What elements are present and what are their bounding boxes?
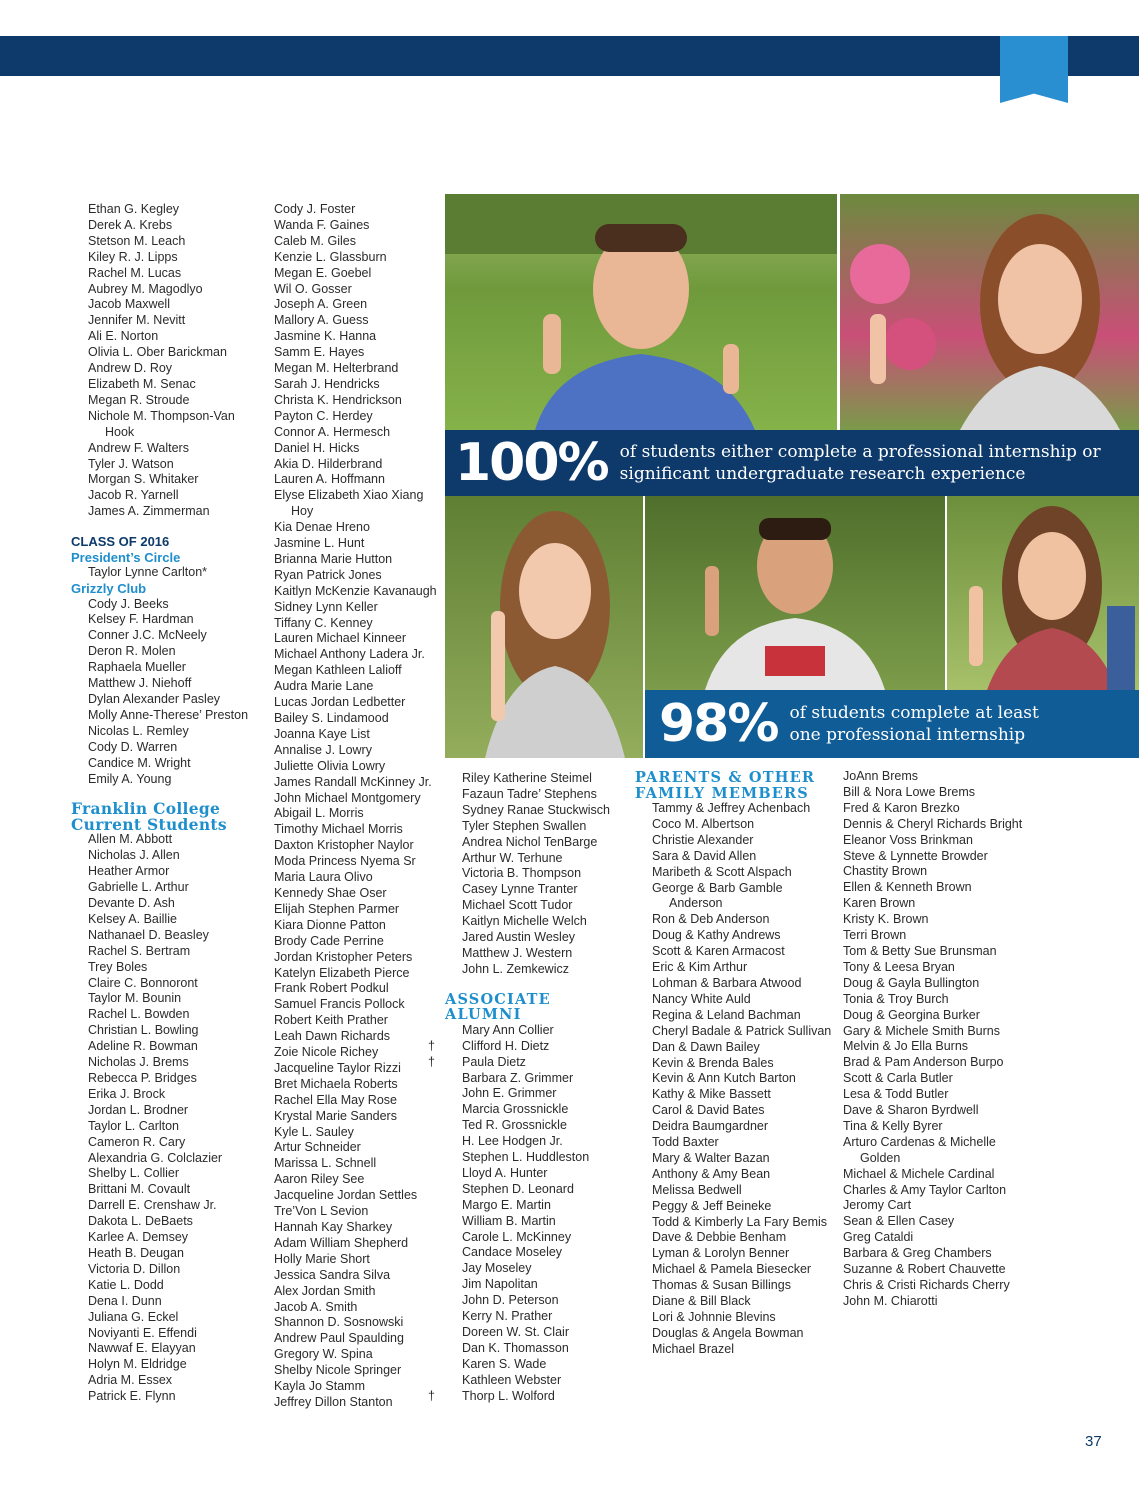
- name-entry: Jordan L. Brodner: [88, 1102, 189, 1117]
- name-entry: Jasmine L. Hunt: [274, 536, 365, 551]
- name-entry: Shelby Nicole Springer: [274, 1363, 402, 1378]
- name-entry: Andrew Paul Spaulding: [274, 1331, 404, 1346]
- photo-student-4: [645, 496, 945, 690]
- name-entry: Kathy & Mike Bassett: [652, 1087, 771, 1102]
- name-entry: Taylor M. Bounin: [88, 991, 182, 1006]
- name-entry: JoAnn Brems: [843, 769, 919, 783]
- name-entry: Carole L. McKinney: [462, 1229, 572, 1244]
- name-entry: Ethan G. Kegley: [88, 202, 180, 216]
- photo-student-2-art: [840, 194, 1139, 430]
- class-heading: CLASS OF 2016: [71, 534, 170, 550]
- name-entry: Tonia & Troy Burch: [843, 991, 949, 1006]
- names-column-2: [274, 202, 439, 1411]
- name-entry: Andrew D. Roy: [88, 361, 173, 376]
- name-entry: Fred & Karon Brezko: [843, 800, 960, 815]
- name-entry: Nichole M. Thompson-Van Hook: [88, 408, 235, 439]
- name-entry: Kelsey A. Baillie: [88, 911, 177, 926]
- name-entry: Elyse Elizabeth Xiao Xiang Hoy: [274, 488, 424, 519]
- spacer: [462, 978, 632, 992]
- name-entry: Alexandria G. Colclazier: [88, 1150, 223, 1165]
- name-entry: Derek A. Krebs: [88, 217, 173, 232]
- name-entry: Michael Brazel: [652, 1341, 734, 1356]
- name-entry: Jared Austin Wesley: [462, 930, 576, 945]
- name-entry: Jeffrey Dillon Stanton: [274, 1394, 393, 1409]
- name-entry: Kathleen Webster: [462, 1372, 562, 1387]
- names-column-4: [635, 769, 837, 1358]
- name-entry: Jacob A. Smith: [274, 1299, 358, 1314]
- name-entry: Allen M. Abbott: [88, 832, 173, 847]
- name-entry: Olivia L. Ober Barickman: [88, 345, 227, 360]
- name-entry: Daxton Kristopher Naylor: [274, 838, 414, 853]
- name-entry: Michael & Pamela Biesecker: [652, 1262, 812, 1277]
- photo-student-3: [445, 496, 643, 758]
- name-entry: Jay Moseley: [462, 1261, 532, 1276]
- name-entry: Moda Princess Nyema Sr: [274, 854, 416, 869]
- name-entry: Nathanael D. Beasley: [88, 927, 209, 942]
- name-entry: Kelsey F. Hardman: [88, 612, 194, 627]
- name-entry: Rachel M. Lucas: [88, 265, 182, 280]
- name-entry: Juliana G. Eckel: [88, 1309, 179, 1324]
- name-entry: Deidra Baumgardner: [652, 1119, 769, 1134]
- photo-student-4-art: [645, 496, 945, 690]
- name-entry: Tyler Stephen Swallen: [462, 818, 587, 833]
- name-entry: Doug & Gayla Bullington: [843, 975, 980, 990]
- name-entry-deceased: † Paula Dietz: [462, 1055, 632, 1071]
- name-entry: Candice M. Wright: [88, 755, 191, 770]
- name-entry: Charles & Amy Taylor Carlton: [843, 1182, 1007, 1197]
- name-entry: Nicolas L. Remley: [88, 723, 189, 738]
- name-entry: Megan R. Stroude: [88, 392, 190, 407]
- name-entry: Dan & Dawn Bailey: [652, 1039, 760, 1054]
- name-entry: Michael & Michele Cardinal: [843, 1166, 995, 1181]
- name-entry: Shelby L. Collier: [88, 1166, 180, 1181]
- name-entry: Dan K. Thomasson: [462, 1340, 569, 1355]
- name-entry: Taylor L. Carlton: [88, 1118, 180, 1133]
- name-entry: Jeromy Cart: [843, 1198, 912, 1213]
- name-entry: Eric & Kim Arthur: [652, 960, 748, 975]
- name-entry: Abigail L. Morris: [274, 806, 364, 821]
- name-entry: Casey Lynne Tranter: [462, 882, 578, 897]
- name-entry: John L. Zemkewicz: [462, 961, 569, 976]
- name-entry: Barbara Z. Grimmer: [462, 1070, 574, 1085]
- name-entry: Dakota L. DeBaets: [88, 1214, 193, 1229]
- photo-student-5-art: [947, 496, 1139, 690]
- name-entry: Wanda F. Gaines: [274, 217, 370, 232]
- name-entry: Jordan Kristopher Peters: [274, 949, 413, 964]
- name-entry: Nawwaf E. Elayyan: [88, 1341, 196, 1356]
- name-entry: Caleb M. Giles: [274, 233, 356, 248]
- name-entry: Karen Brown: [843, 896, 916, 911]
- name-entry: Connor A. Hermesch: [274, 424, 391, 439]
- name-entry: Maribeth & Scott Alspach: [652, 864, 792, 879]
- name-entry: Diane & Bill Black: [652, 1294, 751, 1309]
- section-heading: Franklin College Current Students: [71, 799, 227, 834]
- name-entry: Christian L. Bowling: [88, 1023, 199, 1038]
- name-entry: Bret Michaela Roberts: [274, 1076, 398, 1091]
- name-entry: Tyler J. Watson: [88, 456, 174, 471]
- name-entry: Chris & Cristi Richards Cherry: [843, 1278, 1010, 1292]
- photo-student-1-art: [445, 194, 837, 430]
- name-entry: Arturo Cardenas & Michelle Golden: [843, 1134, 996, 1165]
- name-entry: Ted R. Grossnickle: [462, 1118, 567, 1133]
- name-entry: Melissa Bedwell: [652, 1182, 742, 1197]
- name-entry: Cody J. Beeks: [88, 596, 169, 611]
- name-entry: Kaitlyn Michelle Welch: [462, 914, 587, 929]
- name-entry: Lyman & Lorolyn Benner: [652, 1246, 790, 1261]
- name-entry: Nancy White Auld: [652, 991, 751, 1006]
- name-entry: Margo E. Martin: [462, 1197, 551, 1212]
- name-entry: Noviyanti E. Effendi: [88, 1325, 197, 1340]
- name-entry: Payton C. Herdey: [274, 408, 373, 423]
- name-entry: Dennis & Cheryl Richards Bright: [843, 816, 1023, 831]
- name-entry: Andrew F. Walters: [88, 440, 189, 455]
- name-entry: Carol & David Bates: [652, 1103, 765, 1118]
- name-entry: Ron & Deb Anderson: [652, 912, 770, 927]
- name-entry: Tiffany C. Kenney: [274, 615, 373, 630]
- name-entry: Mallory A. Guess: [274, 313, 369, 328]
- name-entry: Douglas & Angela Bowman: [652, 1325, 804, 1340]
- subsection-heading: President’s Circle: [71, 549, 181, 565]
- name-entry: Joseph A. Green: [274, 297, 368, 312]
- name-entry: Christie Alexander: [652, 832, 754, 847]
- name-entry: Jennifer M. Nevitt: [88, 313, 186, 328]
- name-entry: Cameron R. Cary: [88, 1134, 186, 1149]
- name-entry: Jessica Sandra Silva: [274, 1267, 391, 1282]
- spacer: [88, 520, 263, 534]
- name-entry-deceased: † Clifford H. Dietz: [462, 1039, 632, 1055]
- name-entry: Karen S. Wade: [462, 1356, 547, 1371]
- name-entry: Kayla Jo Stamm: [274, 1379, 366, 1394]
- name-entry: Andrea Nichol TenBarge: [462, 834, 598, 849]
- name-entry: Samm E. Hayes: [274, 345, 365, 360]
- name-entry: Daniel H. Hicks: [274, 440, 360, 455]
- name-entry: Doug & Kathy Andrews: [652, 928, 781, 943]
- name-entry: Tre’Von L Sevion: [274, 1204, 369, 1219]
- name-entry: John E. Grimmer: [462, 1086, 557, 1101]
- name-entry: Sarah J. Hendricks: [274, 376, 380, 391]
- name-entry: Maria Laura Olivo: [274, 870, 373, 885]
- name-entry: Stephen D. Leonard: [462, 1181, 574, 1196]
- page-number: 37: [1085, 1433, 1102, 1450]
- section-heading: PARENTS & OTHER FAMILY MEMBERS: [635, 769, 816, 802]
- name-entry: Gary & Michele Smith Burns: [843, 1023, 1000, 1038]
- name-entry: Audra Marie Lane: [274, 679, 374, 694]
- name-entry: Sydney Ranae Stuckwisch: [462, 802, 610, 817]
- name-entry: Robert Keith Prather: [274, 1013, 388, 1028]
- name-entry: Karlee A. Demsey: [88, 1230, 189, 1245]
- name-entry: Taylor Lynne Carlton*: [88, 565, 208, 580]
- photo-student-3-art: [445, 496, 643, 758]
- name-entry: Alex Jordan Smith: [274, 1283, 376, 1298]
- name-entry: Brad & Pam Anderson Burpo: [843, 1055, 1004, 1070]
- name-entry: Adeline R. Bowman: [88, 1039, 198, 1054]
- name-entry: Tina & Kelly Byrer: [843, 1118, 943, 1133]
- name-entry: Timothy Michael Morris: [274, 822, 403, 837]
- name-entry: Steve & Lynnette Browder: [843, 848, 988, 863]
- name-entry: Cody D. Warren: [88, 739, 178, 754]
- name-entry: William B. Martin: [462, 1213, 556, 1228]
- name-entry: Matthew J. Niehoff: [88, 676, 192, 691]
- name-entry: Joanna Kaye List: [274, 726, 370, 741]
- name-entry: Kaitlyn McKenzie Kavanaugh: [274, 583, 437, 598]
- name-entry: Kennedy Shae Oser: [274, 885, 387, 900]
- name-entry: Cody J. Foster: [274, 202, 356, 216]
- name-entry: Morgan S. Whitaker: [88, 472, 199, 487]
- name-entry: Adria M. Essex: [88, 1373, 173, 1388]
- name-entry: Gregory W. Spina: [274, 1347, 373, 1362]
- name-entry: Regina & Leland Bachman: [652, 1007, 801, 1022]
- name-entry: Leah Dawn Richards: [274, 1029, 391, 1044]
- name-entry: Eleanor Voss Brinkman: [843, 832, 973, 847]
- name-entry: Claire C. Bonnoront: [88, 975, 198, 990]
- name-entry: Michael Anthony Ladera Jr.: [274, 647, 425, 662]
- name-entry: Nicholas J. Allen: [88, 848, 180, 863]
- names-column-1: [71, 202, 263, 1405]
- name-entry: Thomas & Susan Billings: [652, 1278, 791, 1293]
- subsection-heading: Grizzly Club: [71, 581, 147, 597]
- name-entry: Aaron Riley See: [274, 1172, 365, 1187]
- bookmark-ribbon: [1000, 36, 1068, 103]
- name-entry: Jacob Maxwell: [88, 297, 170, 312]
- name-entry: Aubrey M. Magodlyo: [88, 281, 203, 296]
- name-entry: Tom & Betty Sue Brunsman: [843, 943, 997, 958]
- name-entry: Terri Brown: [843, 928, 907, 943]
- name-entry: Brianna Marie Hutton: [274, 551, 393, 566]
- name-entry: Elijah Stephen Parmer: [274, 901, 400, 916]
- name-entry: Todd Baxter: [652, 1135, 719, 1150]
- name-entry: Megan E. Goebel: [274, 265, 372, 280]
- name-entry: Patrick E. Flynn: [88, 1389, 176, 1404]
- photo-student-2: [840, 194, 1139, 430]
- name-entry: Ryan Patrick Jones: [274, 567, 382, 582]
- name-entry: Bill & Nora Lowe Brems: [843, 784, 975, 799]
- name-entry: Samuel Francis Pollock: [274, 997, 405, 1012]
- name-entry: Lohman & Barbara Atwood: [652, 975, 802, 990]
- name-entry: Kiara Dionne Patton: [274, 917, 386, 932]
- name-entry: Candace Moseley: [462, 1245, 563, 1260]
- photo-student-5: [947, 496, 1139, 690]
- names-column-5: [843, 769, 1023, 1310]
- stat-100-text: of students either complete a professional internship or significant undergraduate research experience: [619, 442, 1101, 484]
- name-entry: Jim Napolitan: [462, 1277, 538, 1292]
- name-entry: Mary & Walter Bazan: [652, 1150, 770, 1165]
- name-entry: Kevin & Ann Kutch Barton: [652, 1071, 796, 1086]
- name-entry: Sidney Lynn Keller: [274, 599, 378, 614]
- name-entry: Mary Ann Collier: [462, 1022, 554, 1037]
- name-entry: Jacqueline Jordan Settles: [274, 1188, 418, 1203]
- name-entry: Akia D. Hilderbrand: [274, 456, 383, 471]
- name-entry: Heather Armor: [88, 864, 170, 879]
- name-entry: Rachel Ella May Rose: [274, 1092, 397, 1107]
- name-entry: Devante D. Ash: [88, 896, 175, 911]
- stat-98-number: 98%: [659, 694, 778, 754]
- stat-100-number: 100%: [455, 433, 608, 493]
- name-entry: Tammy & Jeffrey Achenbach: [652, 801, 811, 815]
- name-entry: John D. Peterson: [462, 1293, 559, 1308]
- name-entry: Barbara & Greg Chambers: [843, 1246, 992, 1261]
- stat-banner-98: [645, 690, 1139, 758]
- name-entry: Arthur W. Terhune: [462, 850, 563, 865]
- name-entry: Kevin & Brenda Bales: [652, 1055, 774, 1070]
- name-entry: Lloyd A. Hunter: [462, 1165, 548, 1180]
- name-entry: Shannon D. Sosnowski: [274, 1315, 404, 1330]
- name-entry: Annalise J. Lowry: [274, 742, 372, 757]
- name-entry: Chastity Brown: [843, 864, 928, 879]
- name-entry: Suzanne & Robert Chauvette: [843, 1262, 1006, 1277]
- name-entry: Sean & Ellen Casey: [843, 1214, 955, 1229]
- name-entry: Matthew J. Western: [462, 945, 573, 960]
- name-entry: Dena I. Dunn: [88, 1293, 162, 1308]
- name-entry: James A. Zimmerman: [88, 504, 210, 519]
- name-entry: Zoie Nicole Richey: [274, 1045, 379, 1060]
- name-entry: Rachel S. Bertram: [88, 943, 191, 958]
- name-entry: Adam William Shepherd: [274, 1235, 409, 1250]
- name-entry: Tony & Leesa Bryan: [843, 959, 955, 974]
- name-entry: Brittani M. Covault: [88, 1182, 191, 1197]
- stat-banner-100: [445, 430, 1139, 496]
- name-entry: Lori & Johnnie Blevins: [652, 1310, 776, 1324]
- name-entry: Todd & Kimberly La Fary Bemis: [652, 1214, 828, 1229]
- name-entry: Katelyn Elizabeth Pierce: [274, 965, 410, 980]
- name-entry: Darrell E. Crenshaw Jr.: [88, 1198, 217, 1213]
- name-entry: John Michael Montgomery: [274, 790, 421, 805]
- name-entry: Kia Denae Hreno: [274, 520, 370, 535]
- name-entry: Raphaela Mueller: [88, 660, 186, 675]
- name-entry: Frank Robert Podkul: [274, 981, 389, 996]
- name-entry: Hannah Kay Sharkey: [274, 1220, 393, 1234]
- name-entry: Kristy K. Brown: [843, 912, 929, 927]
- name-entry: Krystal Marie Sanders: [274, 1108, 397, 1123]
- name-entry: Artur Schneider: [274, 1140, 361, 1155]
- name-entry: Sara & David Allen: [652, 848, 757, 863]
- name-entry: Rachel L. Bowden: [88, 1007, 190, 1022]
- name-entry: Lauren Michael Kinneer: [274, 631, 407, 646]
- name-entry: Melvin & Jo Ella Burns: [843, 1039, 969, 1054]
- name-entry: Holyn M. Eldridge: [88, 1357, 187, 1372]
- name-entry: Kiley R. J. Lipps: [88, 249, 178, 264]
- name-entry: Fazaun Tadre’ Stephens: [462, 786, 597, 801]
- name-entry: Wil O. Gosser: [274, 281, 352, 296]
- name-entry: Marissa L. Schnell: [274, 1156, 377, 1171]
- name-entry: Greg Cataldi: [843, 1230, 914, 1245]
- name-entry: Ali E. Norton: [88, 329, 159, 344]
- name-entry: Jacqueline Taylor Rizzi: [274, 1060, 401, 1075]
- name-entry: Jacob R. Yarnell: [88, 488, 179, 503]
- name-entry: Kerry N. Prather: [462, 1309, 553, 1324]
- photo-student-1: [445, 194, 837, 430]
- section-heading: ASSOCIATE ALUMNI: [445, 990, 551, 1024]
- name-entry: Gabrielle L. Arthur: [88, 880, 189, 895]
- name-entry: Stetson M. Leach: [88, 233, 186, 248]
- name-entry: Bailey S. Lindamood: [274, 711, 389, 725]
- name-entry: Ellen & Kenneth Brown: [843, 880, 972, 895]
- name-entry: Trey Boles: [88, 959, 148, 974]
- name-entry: Peggy & Jeff Beineke: [652, 1198, 772, 1213]
- name-entry: Kyle L. Sauley: [274, 1124, 354, 1139]
- name-entry: James Randall McKinney Jr.: [274, 774, 432, 789]
- name-entry: H. Lee Hodgen Jr.: [462, 1134, 563, 1149]
- name-entry: Riley Katherine Steimel: [462, 771, 592, 785]
- name-entry: Stephen L. Huddleston: [462, 1150, 590, 1165]
- name-entry: Christa K. Hendrickson: [274, 392, 402, 407]
- name-entry: Victoria B. Thompson: [462, 866, 582, 881]
- stat-98-text: of students complete at least one professional internship: [789, 703, 1039, 745]
- name-entry: Dave & Debbie Benham: [652, 1230, 787, 1245]
- name-entry: Anthony & Amy Bean: [652, 1166, 771, 1181]
- name-entry: Molly Anne-Therese’ Preston: [88, 707, 249, 722]
- name-entry: Heath B. Deugan: [88, 1245, 184, 1260]
- name-entry: Coco M. Albertson: [652, 816, 755, 831]
- name-entry: Megan Kathleen Lalioff: [274, 663, 402, 678]
- name-entry: Rebecca P. Bridges: [88, 1071, 197, 1085]
- name-entry: Deron R. Molen: [88, 644, 176, 659]
- name-entry: Dave & Sharon Byrdwell: [843, 1103, 979, 1118]
- name-entry: Conner J.C. McNeely: [88, 628, 207, 643]
- name-entry: Nicholas J. Brems: [88, 1055, 189, 1070]
- name-entry: George & Barb Gamble Anderson: [652, 880, 783, 911]
- header-bar: [0, 36, 1139, 76]
- name-entry: Cheryl Badale & Patrick Sullivan: [652, 1023, 832, 1038]
- names-column-3: [445, 771, 632, 1405]
- name-entry: Elizabeth M. Senac: [88, 376, 196, 391]
- name-entry: Lauren A. Hoffmann: [274, 472, 385, 487]
- name-entry: Doug & Georgina Burker: [843, 1007, 980, 1022]
- name-entry: Lucas Jordan Ledbetter: [274, 695, 406, 710]
- name-entry: Jasmine K. Hanna: [274, 329, 377, 344]
- name-entry: Lesa & Todd Butler: [843, 1087, 949, 1102]
- name-entry: Michael Scott Tudor: [462, 898, 573, 913]
- name-entry-deceased: † Thorp L. Wolford: [462, 1389, 632, 1405]
- name-entry: Megan M. Helterbrand: [274, 361, 399, 376]
- name-entry: Kenzie L. Glassburn: [274, 249, 387, 264]
- name-entry: Katie L. Dodd: [88, 1277, 164, 1292]
- name-entry: Victoria D. Dillon: [88, 1261, 181, 1276]
- name-entry: Holly Marie Short: [274, 1251, 370, 1266]
- name-entry: John M. Chiarotti: [843, 1293, 938, 1308]
- name-entry: Scott & Karen Armacost: [652, 944, 785, 959]
- name-entry: Erika J. Brock: [88, 1086, 166, 1101]
- name-entry: Brody Cade Perrine: [274, 933, 384, 948]
- name-entry: Marcia Grossnickle: [462, 1102, 569, 1117]
- name-entry: Juliette Olivia Lowry: [274, 758, 386, 773]
- name-entry: Emily A. Young: [88, 771, 172, 786]
- name-entry: Dylan Alexander Pasley: [88, 691, 221, 706]
- name-entry: Doreen W. St. Clair: [462, 1325, 569, 1339]
- name-entry: Scott & Carla Butler: [843, 1071, 953, 1086]
